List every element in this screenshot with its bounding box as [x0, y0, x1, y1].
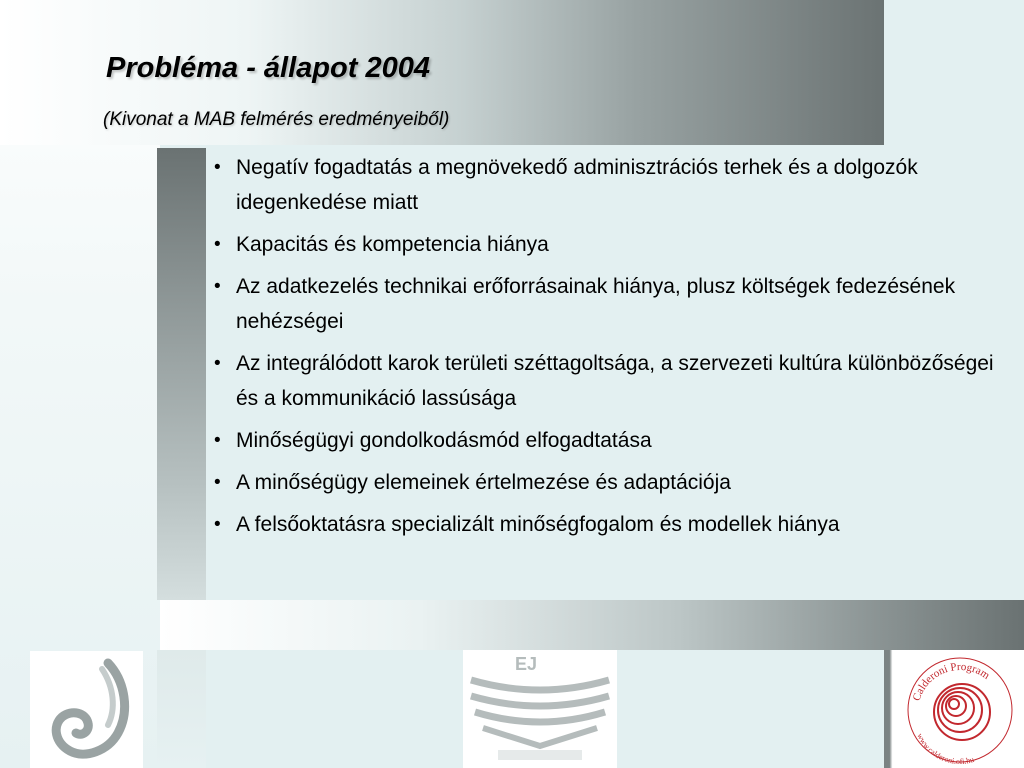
bottom-decorative-band	[160, 600, 1024, 650]
ej-mark: EJ	[515, 654, 538, 674]
bullet-text: Minőségügyi gondolkodásmód elfogadtatása	[236, 429, 652, 452]
bullet-item	[214, 465, 994, 500]
bullet-item	[214, 346, 994, 416]
bullet-marker: •	[214, 276, 221, 297]
seal-ring-text: Calderoni Program	[910, 660, 992, 703]
bullet-item	[214, 423, 994, 458]
bullet-marker: •	[214, 430, 221, 451]
open-book-ej-logo	[463, 650, 617, 768]
slide-subtitle: (Kivonat a MAB felmérés eredményeiből)	[103, 109, 450, 130]
left-decorative-bar	[157, 148, 206, 600]
bullet-marker: •	[214, 353, 221, 374]
spiral-shell-icon	[30, 651, 143, 768]
bullet-item	[214, 269, 994, 339]
bullet-text: Negatív fogadtatás a megnövekedő adminisztrációs terhek és a dolgozók idegenkedése miatt	[236, 156, 918, 214]
bullet-text: Kapacitás és kompetencia hiánya	[236, 233, 549, 256]
spiral-shell-logo	[30, 651, 143, 768]
bullet-marker: •	[214, 234, 221, 255]
bullet-text: Az adatkezelés technikai erőforrásainak hiánya, plusz költségek fedezésének nehézségei	[236, 275, 956, 333]
bullet-list	[214, 150, 994, 549]
bottom-left-strip	[157, 650, 206, 768]
bullet-text: Az integrálódott karok területi széttagoltsága, a szervezeti kultúra különbözőségei és a kommunikáció lassúsága	[236, 352, 994, 410]
bullet-text: A felsőoktatásra specializált minőségfogalom és modellek hiánya	[236, 513, 840, 536]
seal-url-text: www.calderoni.ofi.hu	[915, 731, 976, 767]
bullet-marker: •	[214, 157, 221, 178]
bullet-marker: •	[214, 472, 221, 493]
calderoni-seal-icon	[884, 650, 1024, 768]
open-book-icon	[463, 650, 617, 768]
bullet-item	[214, 507, 994, 542]
bullet-item	[214, 150, 994, 220]
slide-title: Probléma - állapot 2004	[106, 52, 430, 84]
bullet-item	[214, 227, 994, 262]
bullet-marker: •	[214, 514, 221, 535]
bullet-text: A minőségügy elemeinek értelmezése és adaptációja	[236, 471, 731, 494]
calderoni-program-seal	[884, 650, 1024, 768]
